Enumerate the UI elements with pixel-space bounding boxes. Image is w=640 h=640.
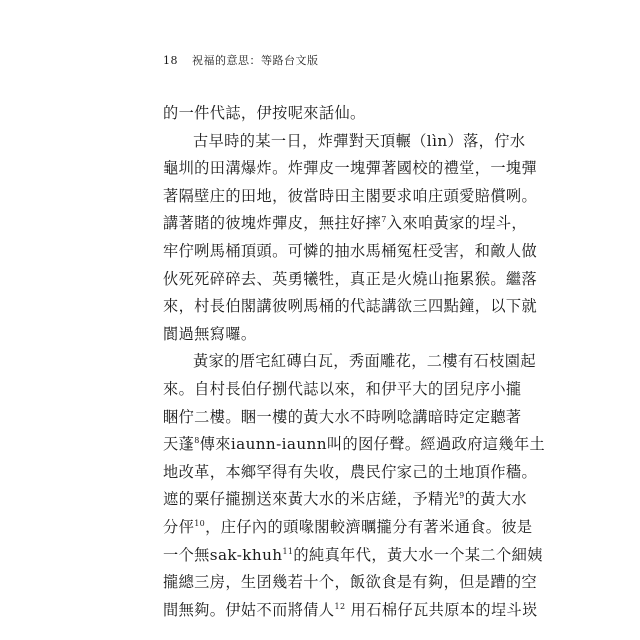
- text-line: 閬過無寫囉。: [163, 324, 257, 343]
- running-header: [163, 52, 319, 68]
- text-line: 間無夠。伊姑不而將倩人$^{12}$ 用石棉仔瓦共原本的埕斗崁: [163, 600, 538, 619]
- page-number: 18: [163, 54, 178, 67]
- footnote-mark: 11: [282, 546, 294, 556]
- footnote-mark: 12: [334, 601, 346, 611]
- footnote-mark: 9: [459, 491, 465, 501]
- paragraph: [163, 348, 546, 624]
- text-line: 來。自村長伯仔捌代誌以來，和伊平大的囝兒序小攏: [163, 379, 522, 398]
- page-body: [163, 100, 546, 624]
- text-line: 伙死死碎碎去、英勇犧牲，真正是火燒山拖累猴。繼落: [163, 269, 538, 288]
- text-line: 遮的粟仔攏捌送來黃大水的米店縒，予精光$^9$的黃大水: [163, 490, 528, 509]
- text-line: 的一件代誌，伊按呢來話仙。: [163, 104, 366, 122]
- text-line: 講著賭的彼塊炸彈皮，無拄好摔$^7$入來咱黃家的埕斗，: [163, 214, 528, 233]
- text-line: 攏總三房，生囝幾若十个，飯欲食是有夠，但是蹧的空: [163, 573, 538, 592]
- text-line: 龜圳的田溝爆炸。炸彈皮一塊彈著國校的禮堂，一塊彈: [163, 159, 538, 178]
- footnote-mark: 7: [381, 215, 387, 225]
- text-line: 地改革，本鄉罕得有失收，農民佇家己的土地頂作穡。: [163, 462, 538, 481]
- text-line: 分伻$^{10}$，庄仔內的頭喙閣較濟曞攏分有著米通食。彼是: [163, 517, 533, 536]
- book-title: 祝福的意思：等路台文版: [192, 54, 319, 67]
- paragraph: [163, 128, 538, 349]
- footnote-mark: 10: [194, 518, 206, 528]
- footnote-mark: 8: [194, 436, 200, 446]
- text-line: 天蓬$^8$傳來iaunn-iaunn叫的囡仔聲。經過政府這幾年土: [163, 435, 546, 454]
- text-line: 睏佇二樓。睏一樓的黃大水不時咧唸講暗時定定聽著: [163, 407, 522, 426]
- text-line: 一个無sak-khuh$^{11}$的純真年代，黃大水一个某二个細姨: [163, 545, 543, 564]
- text-line: 黃家的厝宅紅磚白瓦，秀面雕花，二樓有石枝園起: [193, 352, 536, 371]
- text-line: 牢佇咧馬桶頂頭。可憐的抽水馬桶冤枉受害，和敵人做: [163, 241, 538, 260]
- paragraph: [163, 100, 483, 128]
- text-line: 古早時的某一日，炸彈對天頂輾（lìn）落，佇水: [193, 131, 526, 150]
- text-line: 來，村長伯閣講彼咧馬桶的代誌講欲三四點鐘，以下就: [163, 297, 538, 316]
- text-line: 著隔壁庄的田地，彼當時田主閣要求咱庄頭愛賠償咧。: [163, 186, 538, 205]
